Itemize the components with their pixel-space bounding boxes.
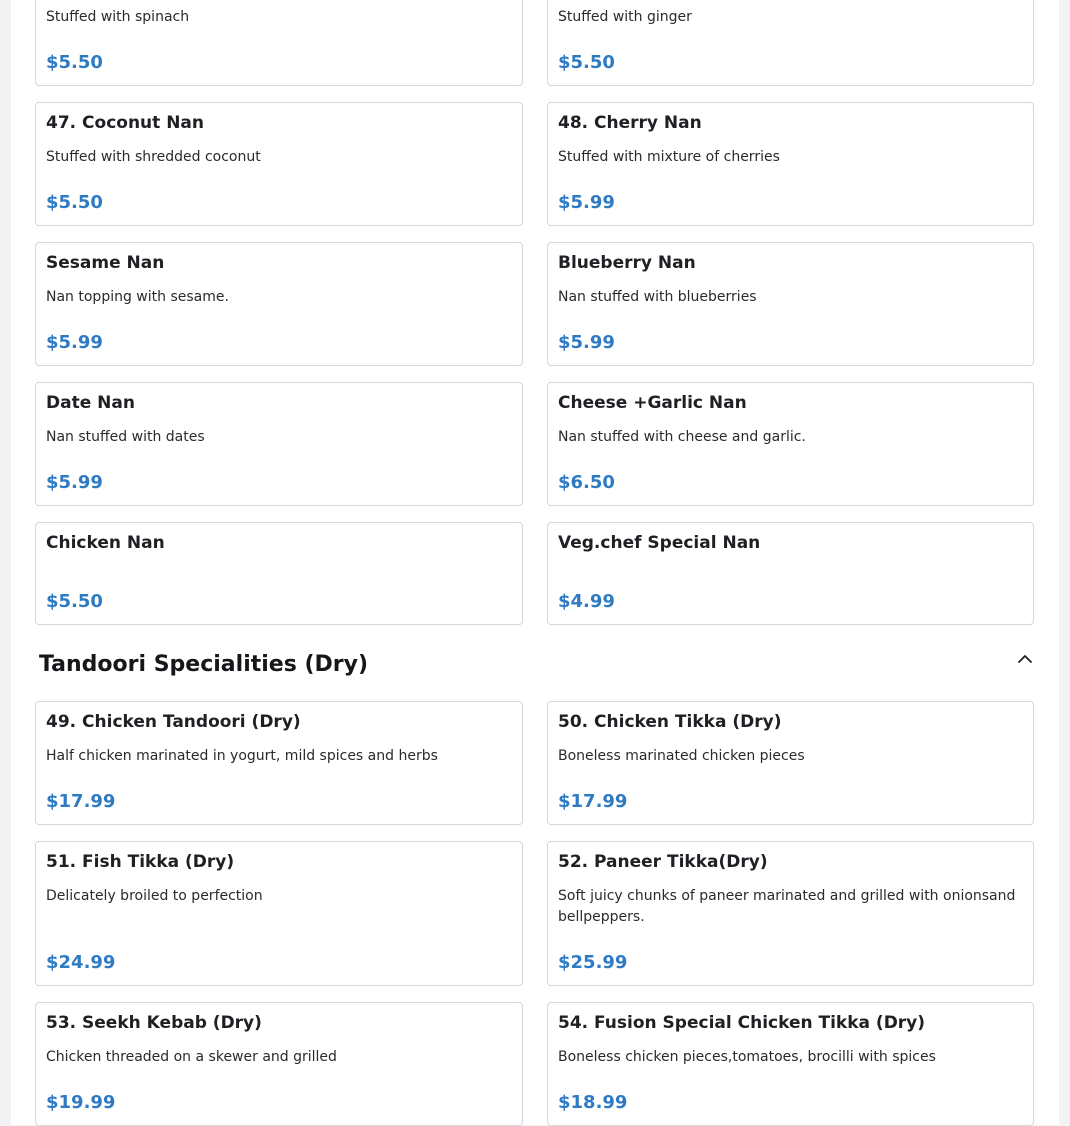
item-name: Chicken Nan — [46, 533, 165, 553]
item-description: Nan stuffed with blueberries — [558, 289, 757, 305]
item-name: Blueberry Nan — [558, 253, 696, 273]
item-name: Cheese +Garlic Nan — [558, 393, 747, 413]
item-name: 53. Seekh Kebab (Dry) — [46, 1013, 262, 1033]
item-price: $17.99 — [558, 791, 628, 812]
item-name: Veg.chef Special Nan — [558, 533, 761, 553]
item-price: $5.50 — [558, 52, 615, 73]
item-price: $5.50 — [46, 52, 103, 73]
item-description: Stuffed with ginger — [558, 9, 692, 25]
item-price: $5.99 — [558, 192, 615, 213]
item-price: $18.99 — [558, 1092, 628, 1113]
item-price: $5.99 — [46, 332, 103, 353]
item-description: Nan stuffed with dates — [46, 429, 205, 445]
menu-item-card[interactable] — [35, 102, 523, 226]
menu-item-card[interactable] — [547, 382, 1034, 506]
item-description: Half chicken marinated in yogurt, mild spices and herbs — [46, 748, 438, 764]
item-name: 47. Coconut Nan — [46, 113, 204, 133]
menu-item-card[interactable] — [547, 102, 1034, 226]
item-price: $5.99 — [46, 472, 103, 493]
item-price: $24.99 — [46, 952, 116, 973]
item-name: 48. Cherry Nan — [558, 113, 702, 133]
menu-item-card[interactable] — [35, 242, 523, 366]
item-name: Date Nan — [46, 393, 135, 413]
item-name: 49. Chicken Tandoori (Dry) — [46, 712, 301, 732]
item-description: Chicken threaded on a skewer and grilled — [46, 1049, 337, 1065]
item-description: Nan topping with sesame. — [46, 289, 229, 305]
item-name: 52. Paneer Tikka(Dry) — [558, 852, 768, 872]
menu-item-card[interactable] — [35, 382, 523, 506]
item-description: Soft juicy chunks of paneer marinated and grilled with onionsand bellpeppers. — [558, 888, 1016, 925]
menu-item-card[interactable] — [547, 242, 1034, 366]
item-description: Stuffed with spinach — [46, 9, 190, 25]
menu-item-card[interactable] — [547, 841, 1034, 986]
item-price: $19.99 — [46, 1092, 116, 1113]
item-name: 50. Chicken Tikka (Dry) — [558, 712, 782, 732]
section-title: Tandoori Specialities (Dry) — [39, 652, 369, 677]
item-description: Nan stuffed with cheese and garlic. — [558, 429, 806, 445]
menu-item-card[interactable] — [547, 522, 1034, 625]
item-description: Boneless chicken pieces,tomatoes, brocilli with spices — [558, 1049, 936, 1065]
item-price: $5.99 — [558, 332, 615, 353]
item-price: $25.99 — [558, 952, 628, 973]
item-description: Delicately broiled to perfection — [46, 888, 263, 904]
menu-item-card[interactable] — [35, 522, 523, 625]
item-description: Stuffed with shredded coconut — [46, 149, 261, 165]
menu-item-card[interactable] — [35, 841, 523, 986]
item-name: 51. Fish Tikka (Dry) — [46, 852, 235, 872]
item-price: $5.50 — [46, 591, 103, 612]
menu-item-card[interactable] — [35, 701, 523, 825]
menu-item-card[interactable] — [35, 1002, 523, 1126]
item-name: 54. Fusion Special Chicken Tikka (Dry) — [558, 1013, 926, 1033]
collapse-section-button[interactable] — [1012, 648, 1038, 670]
item-price: $4.99 — [558, 591, 615, 612]
menu-item-card[interactable] — [547, 1002, 1034, 1126]
item-description: Stuffed with mixture of cherries — [558, 149, 780, 165]
menu-item-card[interactable] — [35, 0, 523, 86]
item-description: Boneless marinated chicken pieces — [558, 748, 805, 764]
item-name: Sesame Nan — [46, 253, 165, 273]
chevron-up-icon — [1017, 654, 1033, 664]
item-price: $5.50 — [46, 192, 103, 213]
item-price: $17.99 — [46, 791, 116, 812]
menu-item-card[interactable] — [547, 701, 1034, 825]
item-price: $6.50 — [558, 472, 615, 493]
menu-item-card[interactable] — [547, 0, 1034, 86]
